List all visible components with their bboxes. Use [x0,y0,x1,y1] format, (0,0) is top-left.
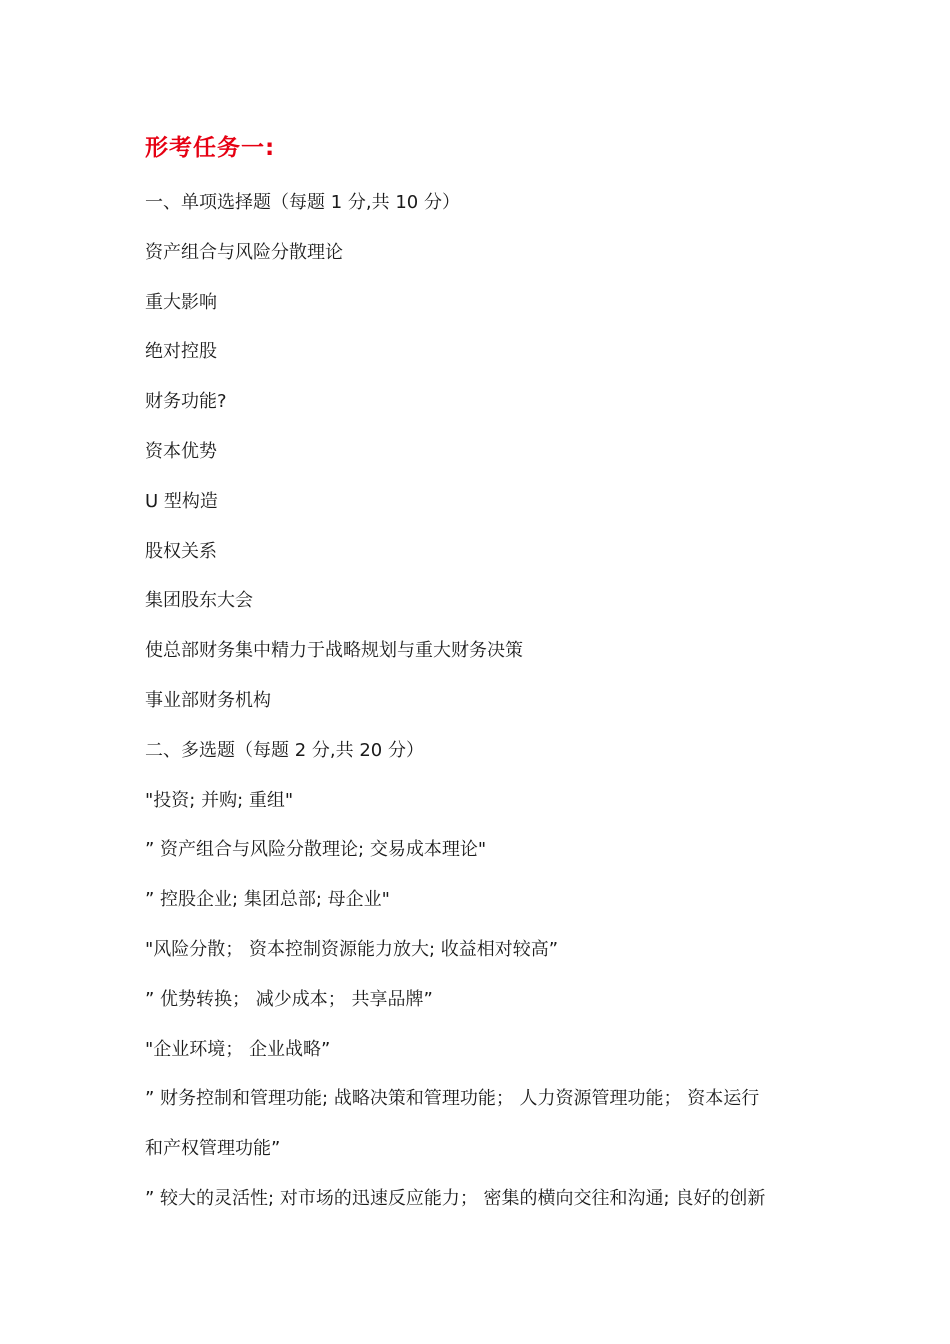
answer-line: U 型构造 [145,490,218,512]
document-body [145,128,815,1224]
answer-line: 财务功能? [145,391,227,413]
answer-line: "企业环境； 企业战略” [145,1038,331,1060]
answer-line: 股权关系 [145,540,217,562]
answer-line-continuation: 和产权管理功能” [145,1138,281,1160]
answer-line: 资本优势 [145,440,217,462]
answer-line: 绝对控股 [145,341,217,363]
answer-line: 资产组合与风险分散理论 [145,241,343,263]
answer-line: ” 较大的灵活性; 对市场的迅速反应能力； 密集的横向交往和沟通; 良好的创新 [145,1187,766,1209]
answer-line: ” 控股企业; 集团总部; 母企业" [145,889,390,911]
answer-line: "风险分散； 资本控制资源能力放大; 收益相对较高” [145,938,559,960]
answer-line: 集团股东大会 [145,590,253,612]
answer-line: ” 资产组合与风险分散理论; 交易成本理论" [145,839,487,861]
answer-line: 事业部财务机构 [145,689,271,711]
answer-line: ” 优势转换； 减少成本； 共享品牌” [145,988,433,1010]
answer-line: 重大影响 [145,291,217,313]
answer-line: "投资; 并购; 重组" [145,789,294,811]
answer-line: ” 财务控制和管理功能; 战略决策和管理功能； 人力资源管理功能； 资本运行 [145,1088,760,1110]
section-heading-multiple-choice: 二、多选题（每题 2 分,共 20 分） [145,739,424,761]
document-title: 形考任务一: [145,135,276,161]
answer-line: 使总部财务集中精力于战略规划与重大财务决策 [145,640,523,662]
section-heading-single-choice: 一、单项选择题（每题 1 分,共 10 分） [145,192,460,213]
